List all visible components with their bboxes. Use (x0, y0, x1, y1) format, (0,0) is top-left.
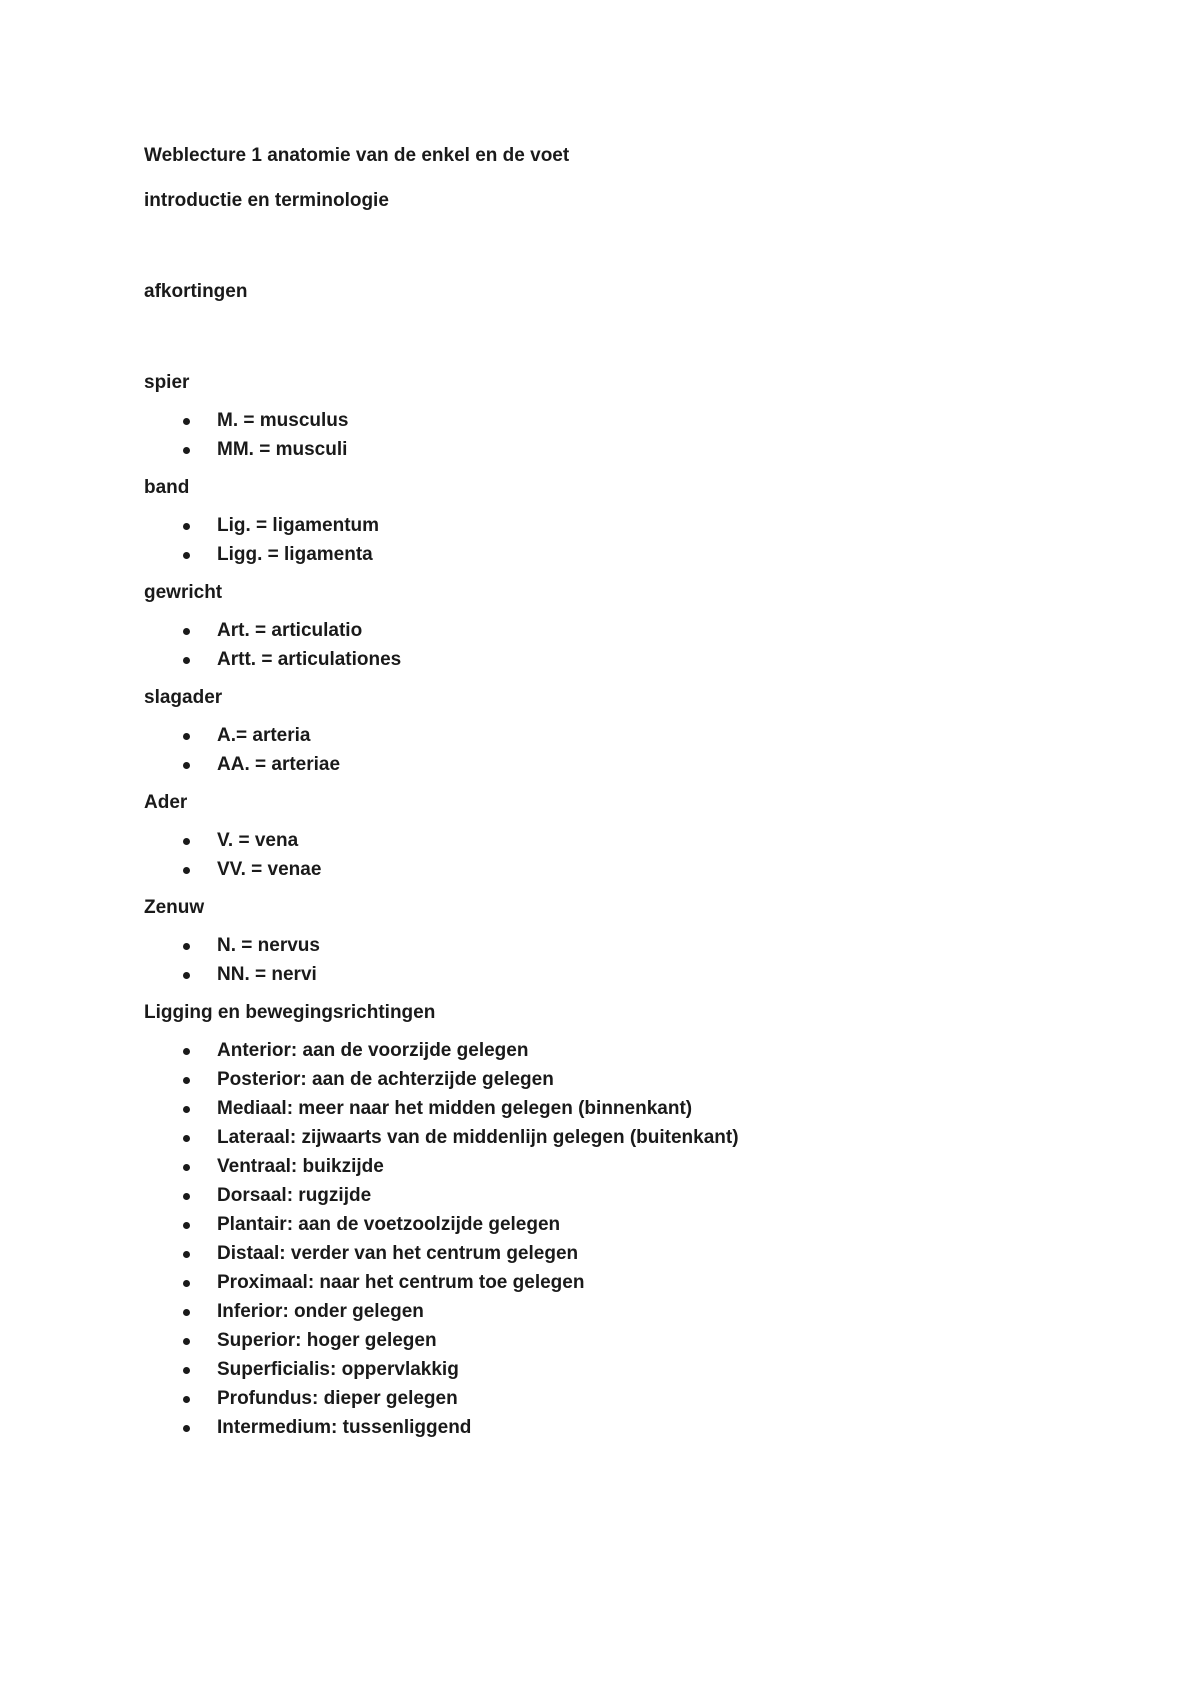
list-item (144, 1127, 1104, 1149)
list-item-text: Ventraal: buikzijde (217, 1156, 384, 1177)
bullet-icon (183, 1280, 190, 1287)
list-item (144, 1156, 1104, 1178)
section-heading: Ader (144, 792, 188, 813)
list-item (144, 1214, 1104, 1236)
bullet-icon (183, 1048, 190, 1055)
section-heading: Ligging en bewegingsrichtingen (144, 1002, 436, 1023)
list-item-text: Intermedium: tussenliggend (217, 1417, 472, 1438)
section-heading: slagader (144, 687, 223, 708)
bullet-icon (183, 628, 190, 635)
document-page (144, 145, 1104, 1455)
document-title: Weblecture 1 anatomie van de enkel en de voet (144, 145, 570, 166)
bullet-icon (183, 867, 190, 874)
bullet-list (144, 515, 1104, 566)
list-item (144, 830, 1104, 852)
section-heading: gewricht (144, 582, 223, 603)
list-item-text: Posterior: aan de achterzijde gelegen (217, 1069, 554, 1090)
list-item (144, 620, 1104, 642)
list-item (144, 649, 1104, 671)
list-item-text: Proximaal: naar het centrum toe gelegen (217, 1272, 585, 1293)
list-item-text: MM. = musculi (217, 439, 348, 460)
list-item (144, 935, 1104, 957)
bullet-icon (183, 1425, 190, 1432)
bullet-icon (183, 1338, 190, 1345)
bullet-list (144, 935, 1104, 986)
list-item (144, 1272, 1104, 1294)
list-item-text: Lateraal: zijwaarts van de middenlijn gelegen (buitenkant) (217, 1127, 739, 1148)
list-item (144, 1098, 1104, 1120)
list-item-text: Art. = articulatio (217, 620, 363, 641)
list-item (144, 1388, 1104, 1410)
section-heading: spier (144, 372, 190, 393)
list-item (144, 515, 1104, 537)
bullet-icon (183, 1106, 190, 1113)
list-item-text: M. = musculus (217, 410, 349, 431)
list-item-text: AA. = arteriae (217, 754, 341, 775)
list-item (144, 725, 1104, 747)
list-item (144, 544, 1104, 566)
section-heading: band (144, 477, 190, 498)
list-item-text: Inferior: onder gelegen (217, 1301, 424, 1322)
sections-container (144, 372, 1104, 1439)
list-item-text: Lig. = ligamentum (217, 515, 380, 536)
list-item-text: Mediaal: meer naar het midden gelegen (binnenkant) (217, 1098, 693, 1119)
bullet-icon (183, 523, 190, 530)
bullet-list (144, 1040, 1104, 1439)
bullet-icon (183, 1251, 190, 1258)
list-item (144, 754, 1104, 776)
list-item (144, 439, 1104, 461)
bullet-icon (183, 1309, 190, 1316)
abbreviations-heading: afkortingen (144, 281, 248, 302)
list-item-text: Profundus: dieper gelegen (217, 1388, 458, 1409)
list-item-text: Artt. = articulationes (217, 649, 402, 670)
bullet-icon (183, 762, 190, 769)
list-item (144, 410, 1104, 432)
list-item (144, 1417, 1104, 1439)
list-item-text: Dorsaal: rugzijde (217, 1185, 372, 1206)
list-item-text: A.= arteria (217, 725, 311, 746)
bullet-icon (183, 1367, 190, 1374)
list-item-text: NN. = nervi (217, 964, 317, 985)
bullet-icon (183, 972, 190, 979)
bullet-icon (183, 552, 190, 559)
bullet-icon (183, 733, 190, 740)
document-subtitle: introductie en terminologie (144, 190, 389, 211)
list-item (144, 1243, 1104, 1265)
bullet-icon (183, 1222, 190, 1229)
bullet-icon (183, 1396, 190, 1403)
bullet-list (144, 725, 1104, 776)
list-item-text: Anterior: aan de voorzijde gelegen (217, 1040, 529, 1061)
list-item (144, 1069, 1104, 1091)
list-item-text: Distaal: verder van het centrum gelegen (217, 1243, 579, 1264)
bullet-icon (183, 1193, 190, 1200)
bullet-icon (183, 838, 190, 845)
bullet-icon (183, 447, 190, 454)
section-heading: Zenuw (144, 897, 205, 918)
bullet-icon (183, 1135, 190, 1142)
list-item-text: Superior: hoger gelegen (217, 1330, 437, 1351)
list-item (144, 964, 1104, 986)
list-item-text: Ligg. = ligamenta (217, 544, 373, 565)
bullet-icon (183, 1164, 190, 1171)
list-item (144, 1040, 1104, 1062)
list-item-text: Superficialis: oppervlakkig (217, 1359, 459, 1380)
bullet-list (144, 410, 1104, 461)
bullet-list (144, 620, 1104, 671)
list-item (144, 1359, 1104, 1381)
list-item-text: Plantair: aan de voetzoolzijde gelegen (217, 1214, 561, 1235)
bullet-icon (183, 657, 190, 664)
list-item (144, 1330, 1104, 1352)
list-item (144, 859, 1104, 881)
bullet-icon (183, 1077, 190, 1084)
list-item (144, 1185, 1104, 1207)
list-item (144, 1301, 1104, 1323)
list-item-text: V. = vena (217, 830, 299, 851)
bullet-list (144, 830, 1104, 881)
bullet-icon (183, 418, 190, 425)
list-item-text: VV. = venae (217, 859, 322, 880)
list-item-text: N. = nervus (217, 935, 320, 956)
bullet-icon (183, 943, 190, 950)
